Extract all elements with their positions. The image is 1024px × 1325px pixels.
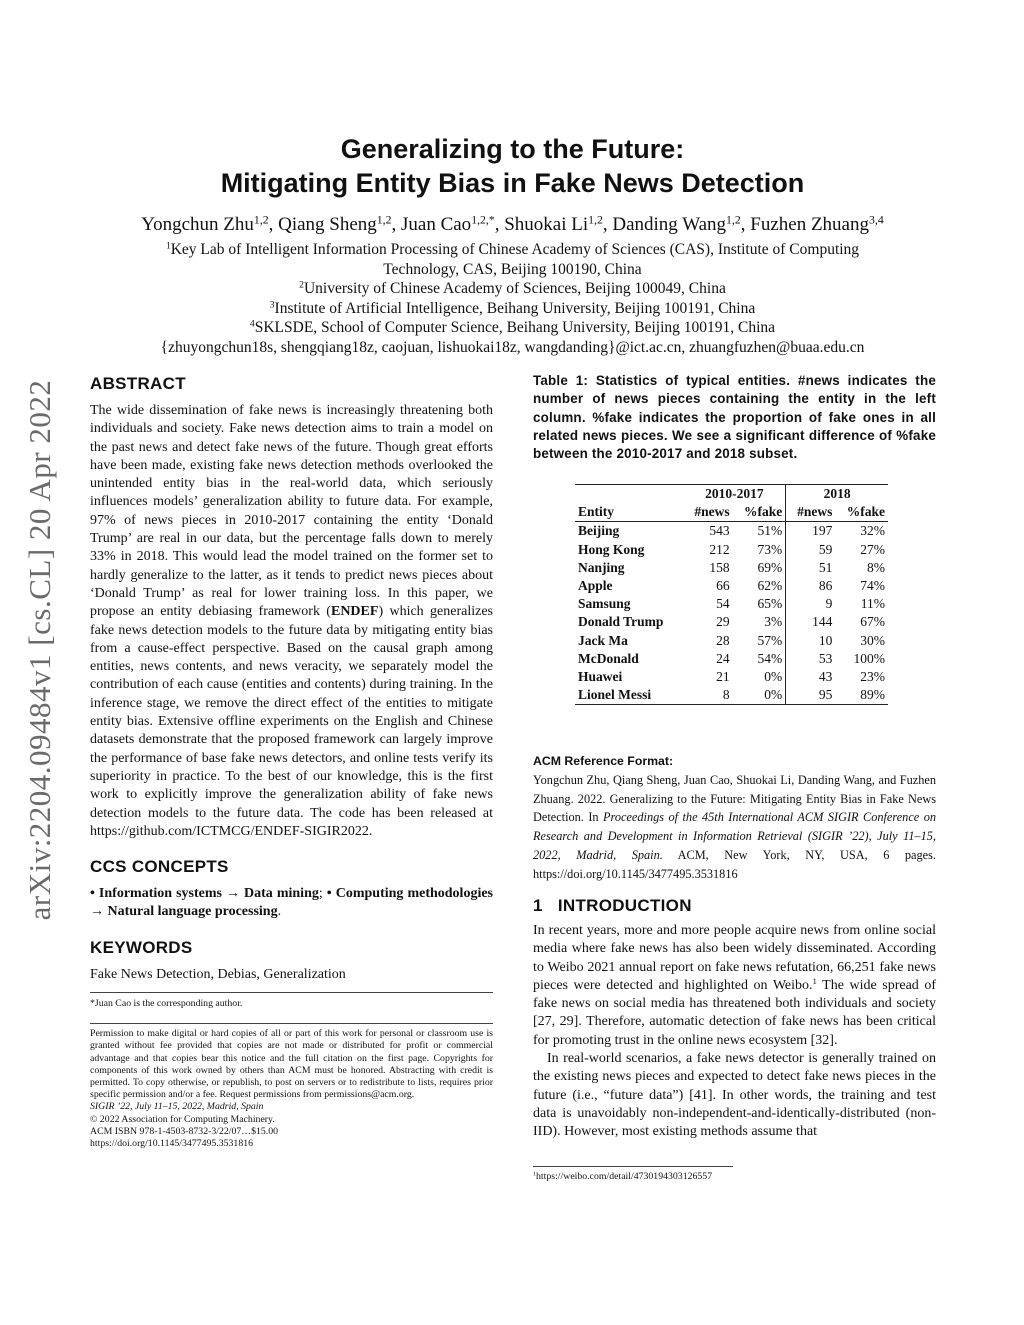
isbn: ACM ISBN 978-1-4503-8732-3/22/07…$15.00 bbox=[90, 1125, 279, 1137]
entity-statistics-table bbox=[575, 484, 888, 705]
introduction-heading bbox=[533, 896, 936, 916]
news-count-2018: 59 bbox=[818, 541, 833, 557]
table-body bbox=[575, 522, 888, 705]
affiliation-text: University of Chinese Academy of Sciences, Beijing 100049, China bbox=[303, 280, 726, 298]
entity-cell: Huawei bbox=[578, 668, 623, 684]
permission-divider bbox=[90, 1023, 493, 1024]
news-count-2010-2017: 8 bbox=[722, 687, 730, 703]
news-count-2018: 53 bbox=[818, 650, 833, 666]
table-column-header: Entity bbox=[578, 504, 615, 520]
arxiv-identifier-text: arXiv:2204.09484v1 [cs.CL] 20 Apr 2022 bbox=[22, 379, 57, 921]
fake-pct-2010-2017: 57% bbox=[733, 632, 786, 650]
affiliation-1-continued: Technology, CAS, Beijing 100190, China bbox=[383, 260, 642, 278]
news-count-2018: 9 bbox=[825, 596, 833, 612]
entity-cell: Hong Kong bbox=[578, 541, 645, 557]
acm-reference-text bbox=[533, 771, 936, 884]
corresponding-author-note: *Juan Cao is the corresponding author. bbox=[90, 998, 243, 1010]
paper-title-line-1: Generalizing to the Future: bbox=[340, 134, 685, 164]
section-number: 1 bbox=[533, 896, 543, 915]
affiliation-2 bbox=[90, 279, 935, 299]
news-count-2018: 95 bbox=[818, 687, 833, 703]
news-count-2010-2017: 543 bbox=[709, 523, 730, 539]
affiliation-mark: 1 bbox=[165, 240, 171, 252]
right-footnote bbox=[533, 1166, 936, 1183]
table-column-header: %fake bbox=[733, 503, 786, 522]
affiliation-mark: 4 bbox=[249, 319, 255, 331]
table-row bbox=[575, 595, 888, 613]
venue: SIGIR ’22, July 11–15, 2022, Madrid, Spain bbox=[90, 1101, 264, 1113]
news-count-2010-2017: 28 bbox=[716, 632, 730, 648]
left-column bbox=[90, 374, 493, 1150]
abstract-text-part-2: ) which generalizes fake news detection models to the future data by mitigating entity bias from a cause-effect perspective. Based on the causal graph among entities, news contents, and news veracity, we separately model the contribution of each cause (entities and contents) during training. In the inference stage, we remove the direct effect of the entities to mitigate entity bias. Extensive offline experiments on the English and Chinese datasets demonstrate that the proposed framework can largely improve the performance of base fake news detectors, and online tests verify its superiority in practice. To the best of our knowledge, this is the first work to explicitly improve the generalization ability of fake news detection models to the future data. The code has been released at https://github.com/ICTMCG/ENDEF-SIGIR2022. bbox=[90, 604, 494, 839]
news-count-2010-2017: 24 bbox=[716, 650, 730, 666]
ccs-concept: • Computing methodologies → Natural language processing bbox=[90, 886, 494, 920]
news-count-2018: 197 bbox=[812, 523, 833, 539]
author: Fuzhen Zhuang bbox=[750, 214, 869, 235]
author-affiliation-mark: 1,2 bbox=[726, 213, 741, 227]
table-caption: Table 1: Statistics of typical entities. #news indicates the number of news pieces containing the entity in the left column. %fake indicates the proportion of fake ones in all related news pieces. We see a significant difference of %fake between the 2010-2017 and 2018 subset. bbox=[533, 373, 936, 462]
acm-reference-part: Yongchun Zhu, Qiang Sheng, Juan Cao, Shuokai Li, Danding Wang, and Fuzhen Zhuang. 2022. Generalizing to the Future: Mitigating Entity Bias in Fake News Detection. In bbox=[533, 772, 936, 825]
affiliation-3 bbox=[90, 299, 935, 319]
section-title: INTRODUCTION bbox=[557, 896, 692, 915]
footnote-url[interactable]: https://weibo.com/detail/4730194303126557 bbox=[536, 1171, 713, 1182]
author: Qiang Sheng bbox=[278, 214, 377, 235]
arxiv-identifier bbox=[20, 355, 60, 945]
affiliation-4 bbox=[90, 318, 935, 338]
table-header-empty bbox=[575, 485, 684, 504]
acm-reference-heading: ACM Reference Format: bbox=[533, 754, 674, 768]
fake-pct-2010-2017: 69% bbox=[733, 559, 786, 577]
acm-reference-format bbox=[533, 752, 936, 884]
fake-pct-2010-2017: 51% bbox=[733, 522, 786, 541]
ccs-end: . bbox=[277, 904, 282, 920]
affiliations bbox=[90, 240, 935, 358]
table-column-header: #news bbox=[694, 504, 730, 520]
table-row bbox=[575, 686, 888, 705]
author-affiliation-mark: 1,2,* bbox=[471, 213, 495, 227]
copyright: © 2022 Association for Computing Machinery. bbox=[90, 1113, 275, 1125]
table-row bbox=[575, 650, 888, 668]
introduction-paragraph-2: In real-world scenarios, a fake news detector is generally trained on the existing news pieces and expected to detect fake news pieces in the future (i.e., “future data”) [41]. In other words, the training and test data is unavoidably non-independent-and-identically-distributed (non-IID). However, most existing methods assume that bbox=[533, 1051, 936, 1140]
intro-text: The wide spread of fake news on social media has threatened both individuals and society [27, 29]. Therefore, automatic detection of fake news has been critical for promoting trust in the online news ecosystem [32]. bbox=[533, 977, 936, 1048]
author-list: Yongchun Zhu$^{1,2}$, Qiang Sheng$^{1,2}$, Juan Cao$^{1,2,*}$, Shuokai Li$^{1,2}$, Danding Wang$^{1,2}$, Fuzhen Zhuang$^{3,4}$ bbox=[141, 213, 884, 235]
footnote-mark: 1 bbox=[533, 1171, 537, 1178]
abstract-text bbox=[90, 402, 493, 841]
affiliation-text: Institute of Artificial Intelligence, Beihang University, Beijing 100191, China bbox=[274, 299, 756, 317]
ccs-separator: ; bbox=[318, 886, 327, 902]
fake-pct-2010-2017: 54% bbox=[733, 650, 786, 668]
keywords-text: Fake News Detection, Debias, Generalization bbox=[90, 966, 346, 982]
affiliation-text: SKLSDE, School of Computer Science, Beihang University, Beijing 100191, China bbox=[254, 319, 776, 337]
news-count-2010-2017: 29 bbox=[716, 614, 730, 630]
table-group-header: 2018 bbox=[823, 486, 851, 502]
author-affiliation-mark: 1,2 bbox=[376, 213, 392, 227]
author: Shuokai Li bbox=[504, 214, 589, 235]
fake-pct-2018: 23% bbox=[860, 668, 885, 684]
abstract-framework-name: ENDEF bbox=[330, 604, 379, 620]
intro-text: In recent years, more and more people acquire news from online social media where fake news has also been widely disseminated. According to Weibo 2021 annual report on fake news refutation, 66,251 fake news pieces were detected and highlighted on Weibo. bbox=[533, 923, 936, 993]
news-count-2010-2017: 66 bbox=[716, 578, 730, 594]
fake-pct-2018: 67% bbox=[860, 614, 885, 630]
abstract-heading: ABSTRACT bbox=[90, 374, 186, 393]
fake-pct-2018: 89% bbox=[860, 687, 885, 703]
news-count-2018: 51 bbox=[818, 559, 833, 575]
fake-pct-2010-2017: 3% bbox=[733, 613, 786, 631]
author: Danding Wang bbox=[612, 214, 727, 235]
author-affiliation-mark: 1,2 bbox=[588, 213, 603, 227]
news-count-2018: 10 bbox=[818, 632, 833, 648]
table-row bbox=[575, 613, 888, 631]
author: Yongchun Zhu bbox=[141, 214, 254, 235]
footnote-weibo bbox=[533, 1171, 936, 1183]
table-row bbox=[575, 577, 888, 595]
entity-cell: Beijing bbox=[578, 523, 620, 539]
footnote-divider bbox=[533, 1166, 733, 1167]
fake-pct-2010-2017: 0% bbox=[733, 668, 786, 686]
news-count-2010-2017: 54 bbox=[716, 596, 730, 612]
news-count-2018: 144 bbox=[812, 614, 833, 630]
fake-pct-2010-2017: 62% bbox=[733, 577, 786, 595]
table-row bbox=[575, 632, 888, 650]
affiliation-1 bbox=[90, 240, 935, 260]
ccs-concepts bbox=[90, 885, 493, 922]
abstract-text-part-1: The wide dissemination of fake news is increasingly threatening both individuals and society. Fake news detection aims to train a model on the past news and detect fake news of the future. Though great efforts have been made, existing fake news detection methods overlooked the unintended entity bias in the real-world data, which seriously influences models’ generalization ability to future data. For example, 97% of news pieces in 2010-2017 containing the entity ‘Donald Trump’ are real in our data, but the percentage falls down to merely 33% in 2018. This would lead the model trained on the former set to hardly generalize to the latter, as it tends to predict news pieces about ‘Donald Trump’ as real for lower training loss. In this paper, we propose an entity debiasing framework ( bbox=[90, 403, 493, 620]
table-row bbox=[575, 541, 888, 559]
entity-cell: Samsung bbox=[578, 596, 631, 612]
ccs-heading: CCS CONCEPTS bbox=[90, 857, 229, 877]
news-count-2010-2017: 21 bbox=[716, 668, 730, 684]
acm-reference-part: ACM, New York, NY, USA, 6 pages. https://doi.org/10.1145/3477495.3531816 bbox=[533, 847, 936, 881]
fake-pct-2018: 11% bbox=[860, 596, 885, 612]
table-row bbox=[575, 559, 888, 577]
fake-pct-2018: 74% bbox=[860, 578, 885, 594]
author-affiliation-mark: 1,2 bbox=[253, 213, 269, 227]
doi-link[interactable]: https://doi.org/10.1145/3477495.3531816 bbox=[90, 1138, 254, 1150]
fake-pct-2018: 8% bbox=[867, 559, 885, 575]
table-column-header: %fake bbox=[846, 504, 885, 520]
fake-pct-2018: 100% bbox=[853, 650, 885, 666]
permission-text: Permission to make digital or hard copies of all or part of this work for personal or classroom use is granted without fee provided that copies are not made or distributed for profit or commercial advantage and that copies bear this notice and the full citation on the first page. Copyrights for components of this work owned by others than ACM must be honored. Abstracting with credit is permitted. To copy otherwise, or republish, to post on servers or to redistribute to lists, requires prior specific permission and/or a fee. Request permissions from permissions@acm.org. bbox=[90, 1028, 493, 1101]
entity-cell: Donald Trump bbox=[578, 614, 664, 630]
table-group-header: 2010-2017 bbox=[684, 485, 786, 504]
paper-title-line-2: Mitigating Entity Bias in Fake News Detection bbox=[220, 168, 805, 198]
introduction-paragraph-1 bbox=[533, 922, 936, 1050]
table-column-header: #news bbox=[797, 504, 833, 520]
fake-pct-2010-2017: 65% bbox=[733, 595, 786, 613]
news-count-2018: 43 bbox=[818, 668, 833, 684]
keywords-heading: KEYWORDS bbox=[90, 937, 193, 957]
fake-pct-2010-2017: 0% bbox=[733, 686, 786, 705]
entity-cell: McDonald bbox=[578, 650, 639, 666]
entity-cell: Jack Ma bbox=[578, 632, 628, 648]
entity-cell: Nanjing bbox=[578, 559, 625, 575]
affiliation-text: Key Lab of Intelligent Information Processing of Chinese Academy of Sciences (CAS), Institute of Computing bbox=[170, 241, 860, 258]
news-count-2010-2017: 158 bbox=[709, 559, 730, 575]
permission-block bbox=[90, 1028, 493, 1150]
footnote-marker: 1 bbox=[812, 976, 817, 987]
author-affiliation-mark: 3,4 bbox=[869, 213, 884, 227]
entity-cell: Lionel Messi bbox=[578, 687, 652, 703]
fake-pct-2018: 27% bbox=[860, 541, 885, 557]
ccs-concept: • Information systems → Data mining bbox=[90, 886, 319, 902]
entity-cell: Apple bbox=[578, 578, 613, 594]
table-row bbox=[575, 522, 888, 541]
affiliation-mark: 3 bbox=[269, 299, 275, 311]
fake-pct-2010-2017: 73% bbox=[733, 541, 786, 559]
author-emails: {zhuyongchun18s, shengqiang18z, caojuan, lishuokai18z, wangdanding}@ict.ac.cn, zhuangfuzhen@buaa.edu.cn bbox=[160, 338, 865, 356]
affiliation-mark: 2 bbox=[299, 279, 304, 291]
fake-pct-2018: 32% bbox=[860, 523, 885, 539]
fake-pct-2018: 30% bbox=[860, 632, 885, 648]
introduction-section bbox=[533, 896, 936, 1142]
table-row bbox=[575, 668, 888, 686]
acm-reference-proceedings: Proceedings of the 45th International ACM SIGIR Conference on Research and Development in Information Retrieval (SIGIR ’22), July 11–15, 2022, Madrid, Spain. bbox=[533, 810, 936, 862]
news-count-2018: 86 bbox=[818, 578, 833, 594]
news-count-2010-2017: 212 bbox=[709, 541, 730, 557]
author: Juan Cao bbox=[401, 214, 472, 235]
footnote-divider bbox=[90, 992, 493, 993]
